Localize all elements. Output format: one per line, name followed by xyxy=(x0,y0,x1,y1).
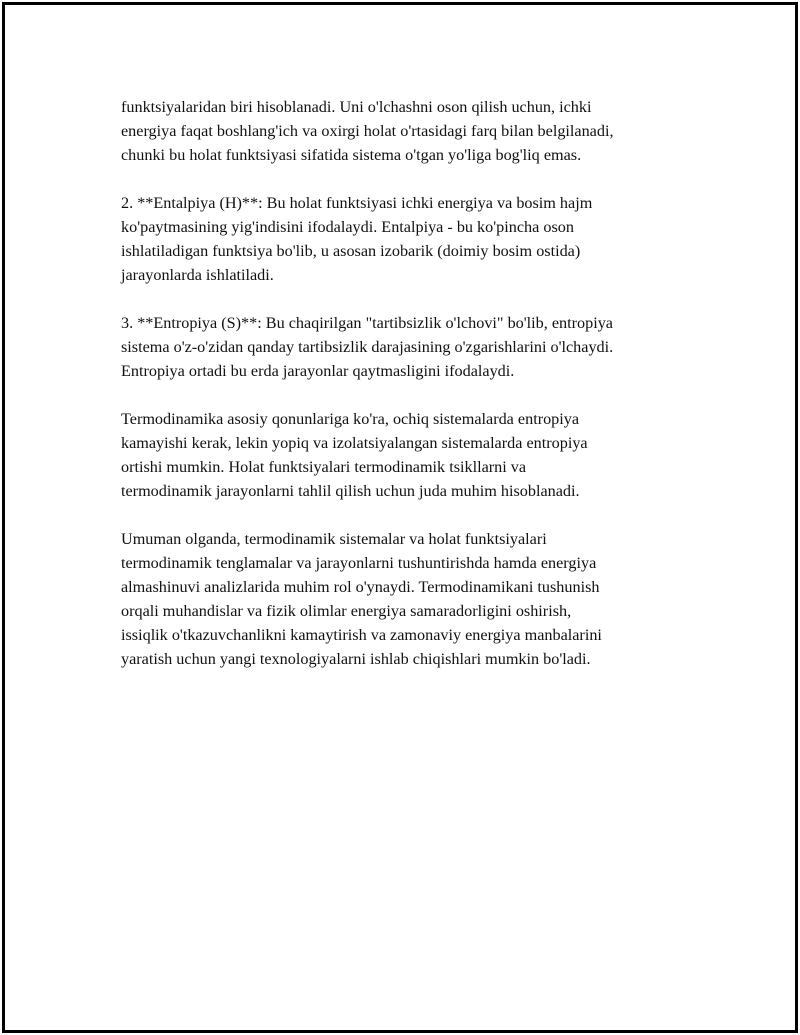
paragraph-laws xyxy=(121,407,701,503)
page-frame xyxy=(2,2,798,1033)
text-line: chunki bu holat funktsiyasi sifatida sistema o'tgan yo'liga bog'liq emas. xyxy=(121,146,582,164)
text-line: almashinuvi analizlarida muhim rol o'ynaydi. Termodinamikani tushunish xyxy=(121,578,600,596)
text-line: termodinamik jarayonlarni tahlil qilish uchun juda muhim hisoblanadi. xyxy=(121,482,580,500)
text-line: 3. **Entropiya (S)**: Bu chaqirilgan "tartibsizlik o'lchovi" bo'lib, entropiya xyxy=(121,314,613,332)
text-line: funktsiyalaridan biri hisoblanadi. Uni o'lchashni oson qilish uchun, ichki xyxy=(121,98,592,116)
text-line: ishlatiladigan funktsiya bo'lib, u asosan izobarik (doimiy bosim ostida) xyxy=(121,242,581,260)
paragraph-internal-energy xyxy=(121,95,701,167)
paragraph-enthalpy xyxy=(121,191,701,287)
text-line: ortishi mumkin. Holat funktsiyalari termodinamik tsikllarni va xyxy=(121,458,527,476)
text-line: jarayonlarda ishlatiladi. xyxy=(121,266,274,284)
text-line: termodinamik tenglamalar va jarayonlarni tushuntirishda hamda energiya xyxy=(121,554,597,572)
text-line: Entropiya ortadi bu erda jarayonlar qaytmasligini ifodalaydi. xyxy=(121,362,515,380)
text-line: ko'paytmasining yig'indisini ifodalaydi. Entalpiya - bu ko'pincha oson xyxy=(121,218,574,236)
text-line: kamayishi kerak, lekin yopiq va izolatsiyalangan sistemalarda entropiya xyxy=(121,434,588,452)
text-line: orqali muhandislar va fizik olimlar energiya samaradorligini oshirish, xyxy=(121,602,572,620)
text-line: sistema o'z-o'zidan qanday tartibsizlik darajasining o'zgarishlarini o'lchaydi. xyxy=(121,338,614,356)
text-line: Umuman olganda, termodinamik sistemalar va holat funktsiyalari xyxy=(121,530,547,548)
paragraph-conclusion xyxy=(121,527,701,671)
document-body xyxy=(121,95,701,695)
text-line: Termodinamika asosiy qonunlariga ko'ra, ochiq sistemalarda entropiya xyxy=(121,410,580,428)
paragraph-entropy xyxy=(121,311,701,383)
text-line: energiya faqat boshlang'ich va oxirgi holat o'rtasidagi farq bilan belgilanadi, xyxy=(121,122,614,140)
text-line: 2. **Entalpiya (H)**: Bu holat funktsiyasi ichki energiya va bosim hajm xyxy=(121,194,593,212)
text-line: yaratish uchun yangi texnologiyalarni ishlab chiqishlari mumkin bo'ladi. xyxy=(121,650,591,668)
text-line: issiqlik o'tkazuvchanlikni kamaytirish va zamonaviy energiya manbalarini xyxy=(121,626,602,644)
